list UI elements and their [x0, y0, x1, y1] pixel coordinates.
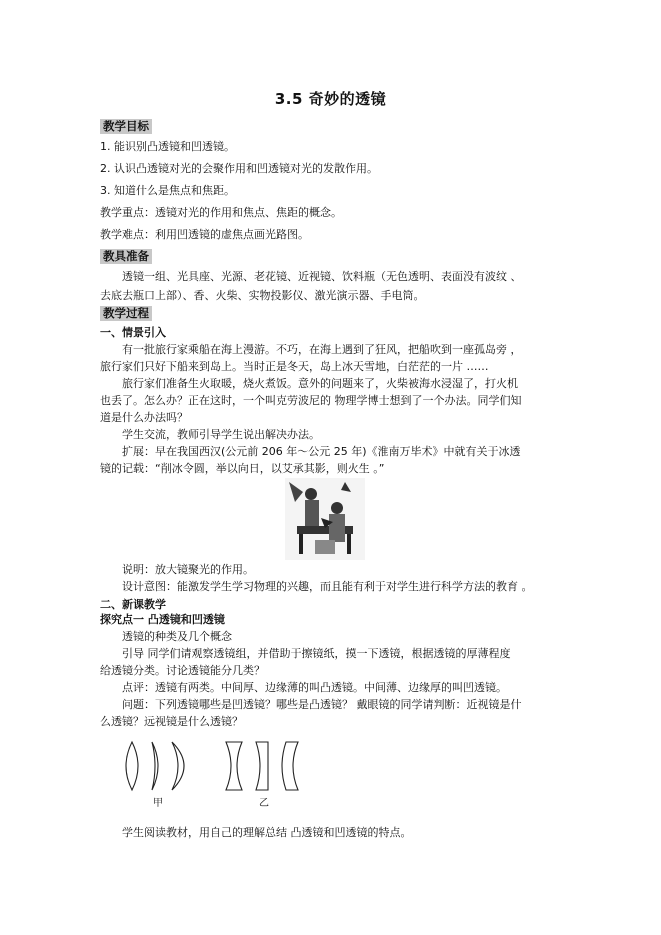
- meniscus-concave-lens: [282, 742, 298, 790]
- design-intent: 设计意图：能激发学生学习物理的兴趣，而且能有利于对学生进行科学方法的教育 。: [122, 580, 533, 593]
- story-line-6: 学生交流，教师引导学生说出解决办法。: [122, 428, 320, 441]
- materials-line-2: 去底去瓶口上部）、香、火柴、实物投影仪、激光演示器、手电筒。: [100, 289, 425, 302]
- explore-point: 探究点一 凸透镜和凹透镜: [100, 613, 225, 626]
- process-header: 教学过程: [100, 306, 152, 321]
- story-line-2: 旅行家们只好下船来到岛上。当时正是冬天，岛上冰天雪地，白茫茫的一片 ……: [100, 360, 489, 373]
- plano-convex-lens: [152, 742, 158, 790]
- lesson-line-1: 透镜的种类及几个概念: [122, 630, 232, 643]
- objective-2: 2. 认识凸透镜对光的会聚作用和凹透镜对光的发散作用。: [100, 162, 378, 175]
- section-new-lesson: 二、新课教学: [100, 598, 166, 611]
- lesson-line-6: 么透镜？远视镜是什么透镜？: [100, 715, 243, 728]
- meniscus-convex-lens: [172, 742, 184, 790]
- key-point: 教学重点：透镜对光的作用和焦点、焦距的概念。: [100, 206, 342, 219]
- difficulty: 教学难点：利用凹透镜的虚焦点画光路图。: [100, 228, 309, 241]
- biconcave-lens: [226, 742, 242, 790]
- lesson-line-2: 引导 同学们请观察透镜组，并借助于擦镜纸，摸一下透镜，根据透镜的厚薄程度: [122, 647, 511, 660]
- illustration-caption: 说明：放大镜聚光的作用。: [122, 563, 254, 576]
- biconvex-lens: [126, 742, 138, 790]
- plano-concave-lens: [256, 742, 268, 790]
- story-line-1: 有一批旅行家乘船在海上漫游。不巧，在海上遇到了狂风，把船吹到一座孤岛旁 ，: [122, 343, 522, 356]
- story-line-8: 镜的记载：“削冰令圆，举以向日，以艾承其影，则火生 。”: [100, 462, 385, 475]
- lesson-line-3: 给透镜分类。讨论透镜能分几类？: [100, 664, 265, 677]
- page-title: 3.5 奇妙的透镜: [274, 90, 387, 108]
- lesson-line-5: 问题：下列透镜哪些是凹透镜？哪些是凸透镜？ 戴眼镜的同学请判断：近视镜是什: [122, 698, 522, 711]
- objective-1: 1. 能识别凸透镜和凹透镜。: [100, 140, 235, 153]
- story-line-5: 道是什么办法吗？: [100, 411, 188, 424]
- lens-types-diagram: [118, 738, 318, 810]
- story-line-3: 旅行家们准备生火取暖，烧火煮饭。意外的问题来了，火柴被海水浸湿了，打火机: [122, 377, 518, 390]
- final-line: 学生阅读教材，用自己的理解总结 凸透镜和凹透镜的特点。: [122, 826, 412, 839]
- lens-label-jia: 甲: [153, 798, 163, 809]
- materials-line-1: 透镜一组、光具座、光源、老花镜、近视镜、饮料瓶（无色透明、表面没有波纹 、: [122, 270, 522, 283]
- materials-header: 教具准备: [100, 249, 152, 264]
- lesson-line-4: 点评：透镜有两类。中间厚、边缘薄的叫凸透镜。中间薄、边缘厚的叫凹透镜。: [122, 681, 507, 694]
- section-intro: 一、情景引入: [100, 326, 166, 339]
- story-line-4: 也丢了。怎么办？正在这时，一个叫克劳波尼的 物理学博士想到了一个办法。同学们知: [100, 394, 522, 407]
- story-line-7: 扩展：早在我国西汉(公元前 206 年～公元 25 年)《淮南万毕术》中就有关于冰透: [122, 445, 521, 458]
- lens-label-yi: 乙: [259, 798, 269, 809]
- ice-lens-illustration: [285, 478, 365, 560]
- objectives-header: 教学目标: [100, 119, 152, 134]
- objective-3: 3. 知道什么是焦点和焦距。: [100, 184, 235, 197]
